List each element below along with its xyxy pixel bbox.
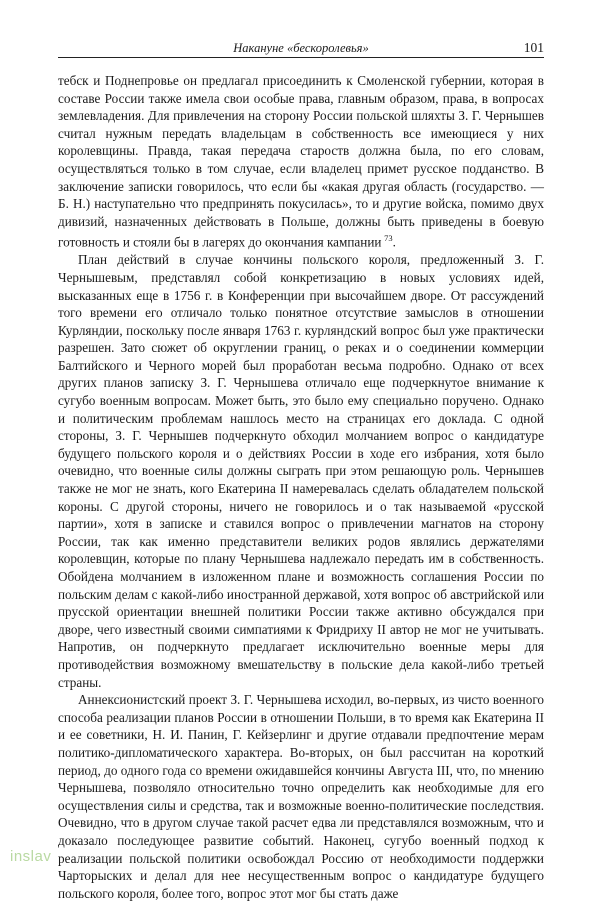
paragraph-3: Аннексионистский проект З. Г. Чернышева исходил, во-первых, из чисто военного способа реализации планов России в отношении Польши, в то время как Екатерина II и ее советники, Н. И. Панин, Г. Кейзерлинг и другие отдавали предпочтение мерам политико-дипломатического характера. Во-вторых, он был рассчитан на короткий период, до одного года со времени ожидавшейся кончины Августа III, что, по мнению Чернышева, позволяло относительно точно определить как необходимые для его осуществления силы и средства, так и возможные военно-политические последствия. Очевидно, что в другом случае такой расчет едва ли представлялся возможным, что и доказало последующее развитие событий. Наконец, сугубо военный подход к реализации польской политики освобождал Россию от необходимости поддержки Чарторыских и делал для нее несущественным вопрос о кандидатуре будущего польского короля, более того, вопрос этот мог бы стать даже bbox=[58, 692, 544, 901]
paragraph-2: План действий в случае кончины польского короля, предложенный З. Г. Чернышевым, представлял собой конкретизацию в новых условиях идей, высказанных еще в 1756 г. в Конференции при высочайшем дворе. От рассуждений того времени его отличало только понятное отсутствие замыслов в отношении Курляндии, поскольку после января 1763 г. курляндский вопрос был уже практически разрешен. Зато сюжет об округлении границ, о реках и о соединении коммерции Балтийского и Черного морей был проработан весьма подробно. Однако от всех других планов записку З. Г. Чернышева отличало еще подчеркнутое внимание к сугубо военным вопросам. Может быть, это было ему специально поручено. Однако и политическим проблемам нашлось место на страницах его доклада. С одной стороны, З. Г. Чернышев подчеркнуто обходил молчанием вопрос о кандидатуре будущего польского короля и о действиях России в ходе его избрания, хотя было очевидно, что военные силы должны сыграть при этом решающую роль. Чернышев также не мог не знать, кого Екатерина II намеревалась сделать обладателем польской короны. С другой стороны, ничего не говорилось и о так называемой «русской партии», хотя в записке и ставился вопрос о привлечении магнатов на сторону России, так как именно представители великих родов являлись держателями королевщин, которые по плану Чернышева надлежало передать им в собственность. Обойдена молчанием в изложенном плане и возможность соглашения России по польским делам с какой-либо иностранной державой, хотя вопрос об австрийской или прусской ориентации внешней политики России также активно обсуждался при дворе, чего известный своими симпатиями к Фридриху II автор не мог не учитывать. Напротив, он подчеркнуто предлагает исключительно военные меры для противодействия возможному вмешательству в польские дела какой-либо третьей страны. bbox=[58, 252, 544, 690]
paragraph-1-end: . bbox=[392, 234, 396, 250]
page-number: 101 bbox=[523, 40, 544, 55]
body-text bbox=[58, 72, 544, 902]
watermark-logo: inslav bbox=[10, 848, 52, 865]
paragraph-1 bbox=[58, 72, 544, 251]
footnote-ref-73: 73 bbox=[384, 233, 393, 244]
running-head bbox=[58, 39, 544, 58]
paragraph-1-text: тебск и Поднепровье он предлагал присоединить к Смоленской губернии, которая в составе России также имела свои особые права, главным образом, права, в вопросах землевладения. Для привлечения на сторону России польской шляхты З. Г. Чернышев считал нужным передать владельцам в собственность все имеющиеся у них королевщины. Правда, такая передача староств должна была, по его словам, осуществляться только в том случае, если владелец примет русское подданство. В заключение записки говорилось, что если бы «какая другая область (государство. — Б. Н.) наступательно что предпринять покусилась», то и другие войска, помимо двух дивизий, назначенных действовать в Польше, должны быть приведены в боевую готовность и стояли бы в лагерях до окончания кампании bbox=[58, 73, 544, 250]
running-title: Накануне «бескоролевья» bbox=[233, 41, 369, 55]
